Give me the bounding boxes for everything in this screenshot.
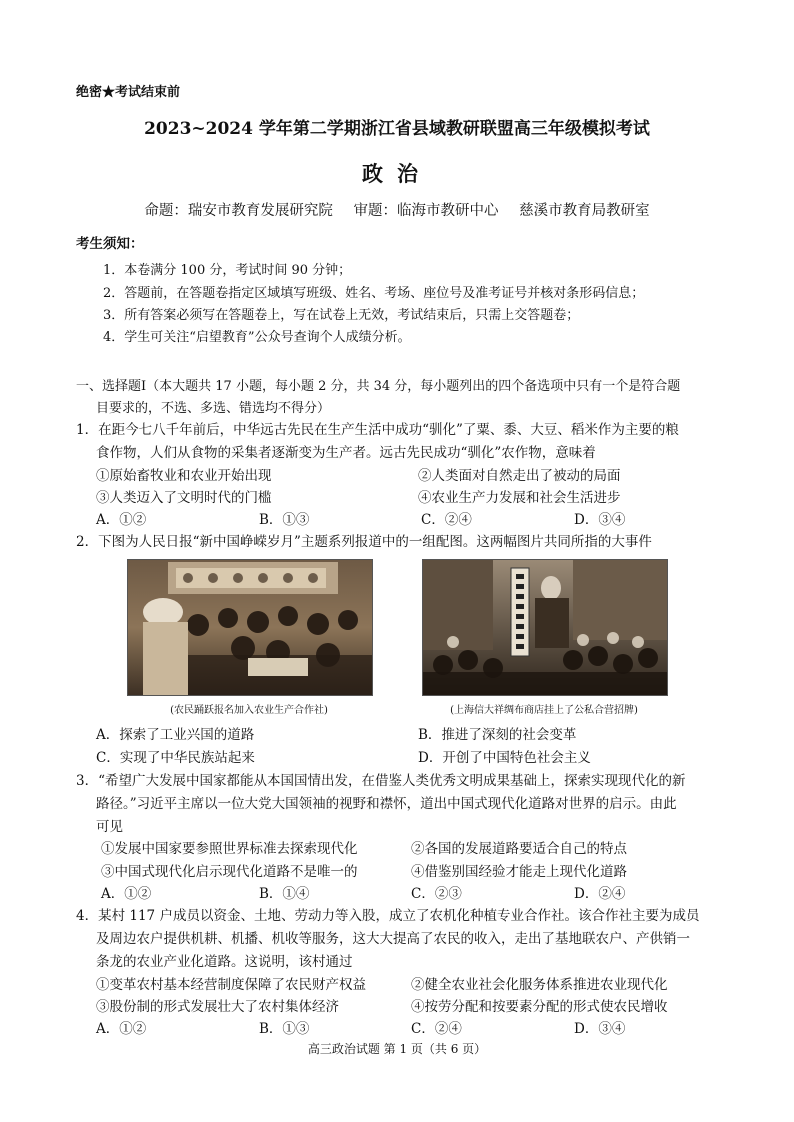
confidential-label: 绝密★考试结束前 xyxy=(76,85,181,100)
q3-stem-line: 可见 xyxy=(96,819,123,835)
caption-right: (上海信大祥绸布商店挂上了公私合营招牌) xyxy=(450,705,638,716)
q1-option-c: C．②④ xyxy=(421,512,472,528)
section-heading-cont: 目要求的，不选、多选、错选均不得分） xyxy=(96,401,331,416)
author-reviewer-1: 审题：临海市教研中心 xyxy=(353,203,499,219)
q3-stem-line: 3．“希望广大发展中国家都能从本国国情出发，在借鉴人类优秀文明成果基础上，探索实现现代化的新 xyxy=(76,773,686,789)
authors-line xyxy=(0,204,794,219)
author-setter: 命题：瑞安市教育发展研究院 xyxy=(144,203,333,219)
q2-stem-line: 2．下图为人民日报“新中国峥嵘岁月”主题系列报道中的一组配图。这两幅图片共同所指的大事件 xyxy=(76,534,652,550)
q1-statement: ④农业生产力发展和社会生活进步 xyxy=(418,490,621,506)
notice-item: 1．本卷满分 100 分，考试时间 90 分钟； xyxy=(103,263,352,278)
q4-option-b: B．①③ xyxy=(259,1021,310,1037)
q1-statement: ②人类面对自然走出了被动的局面 xyxy=(418,468,621,484)
q4-stem-line: 条龙的农业产业化道路。这说明，该村通过 xyxy=(96,954,353,970)
q1-stem-line: 1．在距今七八千年前后，中华远古先民在生产生活中成功“驯化”了粟、黍、大豆、稻米作为主要的粮 xyxy=(76,422,679,438)
q4-statement: ②健全农业社会化服务体系推进农业现代化 xyxy=(411,977,668,993)
q2-option-d: D．开创了中国特色社会主义 xyxy=(418,750,591,766)
section-heading: 一、选择题Ⅰ（本大题共 17 小题，每小题 2 分，共 34 分，每小题列出的四个备选项中只有一个是符合题 xyxy=(76,379,681,394)
q2-option-b: B．推进了深刻的社会变革 xyxy=(418,727,577,743)
photo-shanghai-store xyxy=(422,559,668,696)
q3-stem-line: 路径。”习近平主席以一位大党大国领袖的视野和襟怀，道出中国式现代化道路对世界的启示。由此 xyxy=(96,796,677,812)
q1-option-d: D．③④ xyxy=(574,512,626,528)
q4-statement: ①变革农村基本经营制度保障了农民财产权益 xyxy=(96,977,366,993)
notice-title: 考生须知： xyxy=(76,236,144,252)
q3-statement: ②各国的发展道路要适合自己的特点 xyxy=(411,841,627,857)
q3-option-c: C．②③ xyxy=(411,886,462,902)
q1-option-a: A．①② xyxy=(96,512,147,528)
q4-option-a: A．①② xyxy=(96,1021,147,1037)
caption-left: (农民踊跃报名加入农业生产合作社) xyxy=(170,705,328,716)
q4-option-d: D．③④ xyxy=(574,1021,626,1037)
q4-stem-line: 4．某村 117 户成员以资金、土地、劳动力等入股，成立了农机化种植专业合作社。该合作社主要为成员 xyxy=(76,908,700,924)
subject-title: 政治 xyxy=(362,161,432,186)
q1-stem-line: 食作物，人们从食物的采集者逐渐变为生产者。远古先民成功“驯化”农作物，意味着 xyxy=(96,445,596,461)
q1-statement: ①原始畜牧业和农业开始出现 xyxy=(96,468,272,484)
photo-farmers-cooperative xyxy=(127,559,373,696)
q2-option-c: C．实现了中华民族站起来 xyxy=(96,750,255,766)
exam-title: 2023~2024 学年第二学期浙江省县域教研联盟高三年级模拟考试 xyxy=(144,119,650,139)
q1-statement: ③人类迈入了文明时代的门槛 xyxy=(96,490,272,506)
q3-statement: ④借鉴别国经验才能走上现代化道路 xyxy=(411,864,627,880)
q3-option-a: A．①② xyxy=(101,886,152,902)
notice-item: 3．所有答案必须写在答题卷上，写在试卷上无效，考试结束后，只需上交答题卷； xyxy=(103,308,580,323)
q4-stem-line: 及周边农户提供机耕、机播、机收等服务，这大大提高了农民的收入，走出了基地联农户、产供销一 xyxy=(96,931,690,947)
q4-option-c: C．②④ xyxy=(411,1021,462,1037)
q2-option-a: A．探索了工业兴国的道路 xyxy=(96,727,255,743)
q3-statement: ①发展中国家要参照世界标准去探索现代化 xyxy=(101,841,358,857)
q3-option-d: D．②④ xyxy=(574,886,626,902)
page-footer: 高三政治试题 第 1 页（共 6 页） xyxy=(307,1042,487,1056)
notice-item: 2．答题前，在答题卷指定区域填写班级、姓名、考场、座位号及准考证号并核对条形码信息； xyxy=(103,286,645,301)
q4-statement: ④按劳分配和按要素分配的形式使农民增收 xyxy=(411,999,668,1015)
notice-item: 4．学生可关注“启望教育”公众号查询个人成绩分析。 xyxy=(103,330,411,345)
q3-statement: ③中国式现代化启示现代化道路不是唯一的 xyxy=(101,864,358,880)
q3-option-b: B．①④ xyxy=(259,886,310,902)
q1-option-b: B．①③ xyxy=(259,512,310,528)
q4-statement: ③股份制的形式发展壮大了农村集体经济 xyxy=(96,999,339,1015)
author-reviewer-2: 慈溪市教育局教研室 xyxy=(519,203,650,219)
